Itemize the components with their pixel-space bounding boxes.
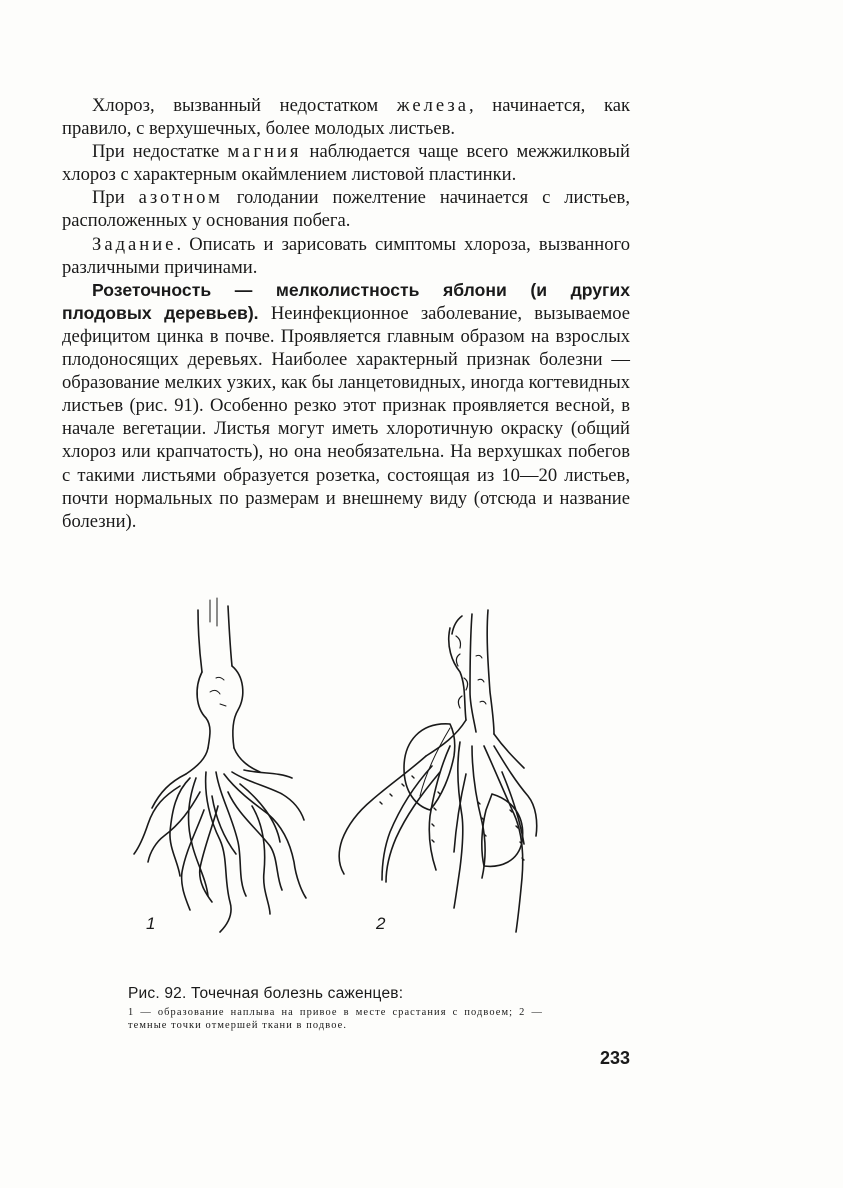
text-span: голодании пожелтение начинается с листьев, расположенных у основания побега. <box>62 187 630 232</box>
emphasis-iron: железа <box>396 95 469 116</box>
paragraph-rosette <box>62 279 630 533</box>
emphasis-magnesium: магния <box>227 141 302 163</box>
page-number: 233 <box>600 1048 631 1068</box>
figure-label-1: 1 <box>146 914 156 933</box>
seedling-2-drawing <box>339 610 537 932</box>
text-span: , начинается, как правило, с верхушечных, более молодых листьев. <box>62 95 630 140</box>
root-drawing <box>120 596 560 941</box>
text-span: При <box>92 187 139 209</box>
figure-caption <box>128 984 543 1032</box>
paragraph-task <box>62 233 630 279</box>
section-heading: Розеточность — мелколистность яблони (и других плодовых деревьев). <box>62 279 630 323</box>
figure-label-2: 2 <box>376 914 386 933</box>
caption-body: 1 — образование наплыва на привое в месте срастания с подвоем; 2 — темные точки отмершей ткани в подвое. <box>128 1007 543 1031</box>
text-span: Хлороз, вызванный недостатком <box>92 95 397 116</box>
emphasis-task: Задание <box>92 233 177 255</box>
paragraph-nitrogen <box>62 186 630 232</box>
paragraph-iron <box>62 94 630 140</box>
seedling-1-drawing <box>134 598 306 932</box>
text-span: При недостатке <box>92 141 228 163</box>
figure-illustration <box>120 596 560 941</box>
text-span: Неинфекционное заболевание, вызываемое дефицитом цинка в почве. Проявляется главным образом на взрослых плодоносящих деревьях. Наиболее характерный признак болезни — образование мелких узких, как бы ланцетовидных, иногда когтевидных листьев (рис. 91). Особенно резко этот признак проявляется весной, в начале вегетации. Листья могут иметь хлоротичную окраску (общий хлороз или крапчатость), но она необязательна. На верхушках побегов с такими листьями образуется розетка, состоящая из 10—20 листьев, почти нормальных по размерам и внешнему виду (отсюда и название болезни). <box>62 302 630 532</box>
text-span: наблюдается чаще всего межжилковый хлороз с характерным окаймлением листовой пластинки. <box>62 141 631 186</box>
paragraph-magnesium <box>62 140 630 186</box>
body-text <box>62 94 630 533</box>
text-span: . Описать и зарисовать симптомы хлороза, вызванного различными причинами. <box>62 233 630 278</box>
emphasis-nitrogen: азотном <box>138 187 223 209</box>
caption-title: Рис. 92. Точечная болезнь саженцев: <box>128 985 404 1002</box>
